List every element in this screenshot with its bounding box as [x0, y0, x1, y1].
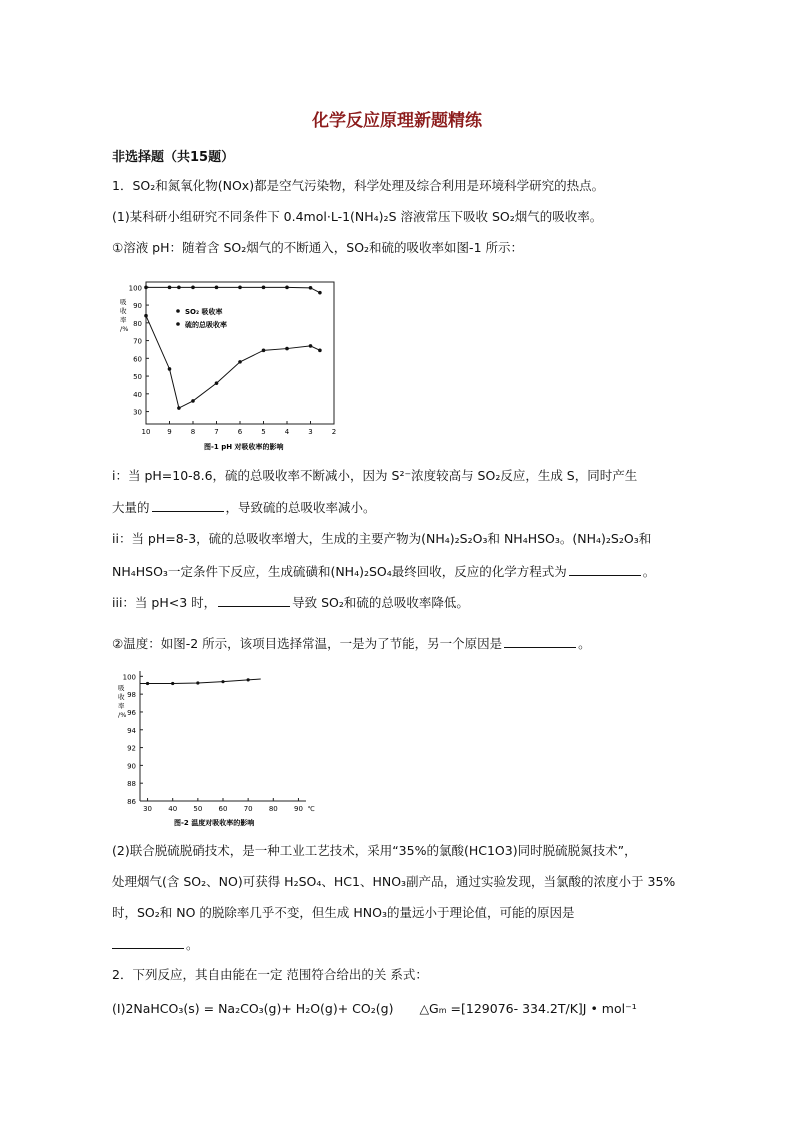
q2-delta-g-sub: m	[438, 1006, 447, 1015]
data-point	[171, 682, 174, 685]
q1-iii-line	[112, 594, 469, 611]
data-point	[285, 347, 289, 351]
data-point	[221, 680, 224, 683]
y-tick-label: 50	[133, 373, 142, 382]
y-axis-label-1: 吸	[118, 684, 125, 692]
x-tick-label: 60	[218, 805, 228, 813]
q1-part2-line1: (2)联合脱硫脱硝技术，是一种工业工艺技术，采用“35%的氯酸(HC1O3)同时脱硫脱氮技术”，	[112, 843, 637, 858]
data-point	[309, 286, 313, 290]
y-axis-label-3: 率	[120, 316, 127, 324]
q2-delta-g: △G	[419, 1001, 439, 1016]
q2-intro: 2．下列反应，其自由能在一定 范围符合给出的关 系式：	[112, 967, 428, 982]
x-tick-label: 30	[143, 805, 153, 813]
data-point	[247, 678, 250, 681]
q1-ii-text-a: NH₄HSO₃一定条件下反应，生成硫磺和(NH₄)₂SO₄最终回收，反应的化学方程式为	[112, 564, 567, 579]
data-point	[309, 344, 313, 348]
y-tick-label: 92	[127, 744, 136, 753]
legend-marker-1	[176, 309, 180, 313]
y-axis-label-2: 收	[118, 693, 125, 701]
x-tick-label: 90	[293, 805, 303, 813]
data-point	[144, 314, 148, 318]
doc-title: 化学反应原理新题精练	[312, 111, 482, 131]
q1-i-text-a: 大量的	[112, 500, 150, 515]
data-point	[285, 286, 289, 290]
series-line-1	[140, 679, 261, 683]
data-point	[262, 286, 266, 290]
q1-i-text-b: ，导致硫的总吸收率减小。	[225, 500, 376, 515]
y-tick-label: 90	[133, 302, 142, 311]
q1-intro: 1．SO₂和氮氧化物(NOx)都是空气污染物，科学处理及综合利用是环境科学研究的热点。	[112, 178, 605, 193]
y-tick-label: 100	[122, 673, 136, 682]
y-axis-label-1: 吸	[120, 298, 127, 306]
section-heading: 非选择题（共15题）	[112, 150, 235, 165]
q1-part2-line4	[112, 936, 199, 953]
x-tick-label: 8	[190, 428, 196, 436]
y-axis-label-4: /%	[118, 711, 127, 719]
answer-blank-3[interactable]	[218, 594, 290, 607]
q1-part2-line2: 处理烟气(含 SO₂、NO)可获得 H₂SO₄、HC1、HNO₃副产品，通过实验发现，当氯酸的浓度小于 35%	[112, 874, 676, 889]
q1-ii-line1: ii：当 pH=8-3，硫的总吸收率增大，生成的主要产物为(NH₄)₂S₂O₃和 NH₄HSO₃。(NH₄)₂S₂O₃和	[112, 531, 652, 546]
y-tick-label: 88	[127, 780, 136, 789]
chart-title: 图-1 pH 对吸收率的影响	[204, 443, 284, 451]
y-tick-label: 96	[127, 708, 136, 717]
q2-expression: =[129076- 334.2T/K]J • mol⁻¹	[450, 1001, 637, 1016]
q1-part1-sub1: ①溶液 pH：随着含 SO₂烟气的不断通入，SO₂和硫的吸收率如图-1 所示：	[112, 240, 523, 255]
plot-frame	[146, 282, 334, 424]
data-point	[318, 291, 322, 295]
q1-part2-line3: 时，SO₂和 NO 的脱除率几乎不变，但生成 HNO₃的量远小于理论值，可能的原因是	[112, 905, 575, 920]
y-axis-label-4: /%	[120, 325, 129, 333]
q1-ii-line2	[112, 563, 655, 580]
y-tick-label: 60	[133, 355, 142, 364]
y-tick-label: 80	[133, 319, 142, 328]
data-point	[262, 349, 266, 353]
y-tick-label: 30	[133, 408, 142, 417]
y-tick-label: 90	[127, 762, 136, 771]
data-point	[168, 367, 172, 371]
x-tick-label: 3	[308, 428, 313, 436]
answer-blank-1[interactable]	[152, 499, 224, 512]
y-tick-label: 40	[133, 390, 142, 399]
answer-blank-4[interactable]	[504, 635, 576, 648]
data-point	[144, 286, 148, 290]
data-point	[177, 286, 181, 290]
x-tick-label: 7	[214, 428, 219, 436]
x-tick-label: 70	[243, 805, 253, 813]
q2-equation	[112, 1001, 637, 1019]
series-line-2	[146, 316, 320, 408]
q1-part1: (1)某科研小组研究不同条件下 0.4mol·L-1(NH₄)₂S 溶液常压下吸收 SO₂烟气的吸收率。	[112, 209, 603, 224]
q1-iii-text-b: 导致 SO₂和硫的总吸收率降低。	[292, 595, 469, 610]
y-tick-label: 98	[127, 691, 136, 700]
data-point	[196, 681, 199, 684]
q1-temp-text-a: ②温度：如图-2 所示，该项目选择常温，一是为了节能，另一个原因是	[112, 636, 503, 651]
x-tick-label: 40	[168, 805, 178, 813]
y-tick-label: 70	[133, 337, 142, 346]
data-point	[238, 286, 242, 290]
data-point	[191, 399, 195, 403]
data-point	[215, 286, 219, 290]
q1-i-line1: i：当 pH=10-8.6，硫的总吸收率不断减小，因为 S²⁻浓度较高与 SO₂反应，生成 S，同时产生	[112, 468, 638, 483]
data-point	[318, 349, 322, 353]
data-point	[146, 682, 149, 685]
y-tick-label: 86	[127, 798, 136, 806]
x-tick-label: 6	[237, 428, 243, 436]
q1-ii-text-b: 。	[642, 564, 656, 579]
x-tick-label: 50	[193, 805, 203, 813]
series-line-1	[146, 287, 320, 292]
x-tick-label: 5	[261, 428, 266, 436]
y-axis-label-3: 率	[118, 702, 125, 710]
data-point	[177, 406, 181, 410]
y-tick-label: 100	[128, 284, 142, 293]
x-tick-label: 80	[268, 805, 278, 813]
x-axis-unit: ℃	[307, 805, 315, 813]
legend-label-2: 硫的总吸收率	[185, 321, 227, 329]
q1-part1-sub2	[112, 635, 591, 652]
x-tick-label: 2	[331, 428, 337, 436]
figure-2-chart	[112, 668, 315, 832]
answer-blank-2[interactable]	[569, 563, 641, 576]
y-tick-label: 94	[127, 726, 136, 735]
q1-i-line2	[112, 499, 376, 516]
q1-iii-text-a: iii：当 pH<3 时，	[112, 595, 217, 610]
figure-1-chart	[112, 276, 342, 458]
x-tick-label: 10	[141, 428, 151, 436]
data-point	[215, 381, 219, 385]
chart-title: 图-2 温度对吸收率的影响	[174, 819, 255, 827]
y-axis-label-2: 收	[120, 307, 127, 315]
data-point	[238, 360, 242, 364]
answer-blank-5[interactable]	[112, 936, 184, 949]
q1-temp-text-b: 。	[578, 636, 591, 651]
x-tick-label: 4	[284, 428, 290, 436]
data-point	[168, 286, 172, 290]
x-tick-label: 9	[167, 428, 172, 436]
data-point	[191, 286, 195, 290]
q2-reaction: (I)2NaHCO₃(s) = Na₂CO₃(g)+ H₂O(g)+ CO₂(g)	[112, 1001, 394, 1016]
q1-part2-end: 。	[186, 937, 199, 952]
legend-label-1: SO₂ 吸收率	[185, 308, 223, 316]
legend-marker-2	[176, 322, 180, 326]
